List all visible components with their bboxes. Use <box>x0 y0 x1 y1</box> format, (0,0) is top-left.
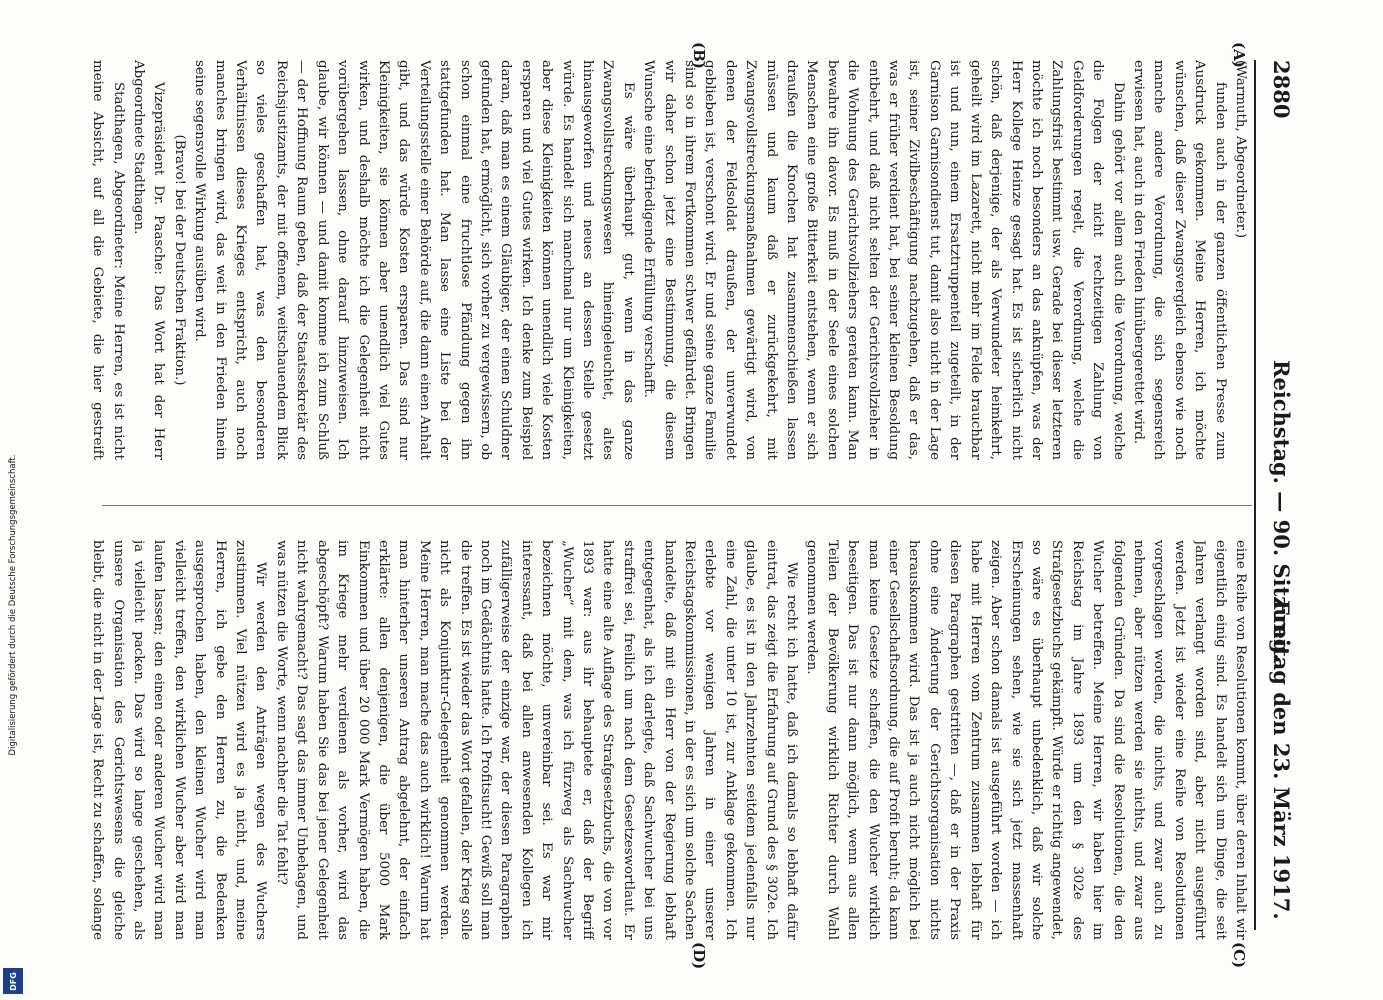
page-title: Reichstag. — 90. Sitzung. <box>1269 360 1294 661</box>
margin-mark-c: (C) <box>1230 942 1248 969</box>
right-paragraph: Wir werden den Anträgen wegen des Wuchers zustimmen. Viel nützen wird es ja nicht, und, meine Herren, ich gebe den Herren zu, die Bedenken ausgesprochen haben, den kleinen Wucher wird man vielleicht treffen, den wirklichen Wucher aber wird man laufen lassen; den einen oder anderen Wucher wird man ja vielleicht packen. Das wird so lange geschehen, als unsere Organisation des Gerichtswesens die gleiche bleibt, die nicht in der Lage ist, Recht zu schaffen, solange <box>90 540 269 940</box>
dfg-logo-text: DFG <box>8 971 18 991</box>
right-paragraph: Wie recht ich hatte, daß ich damals so lebhaft dafür eintrat, das zeigt die Erfahrung auf Grund des § 302e. Ich glaube, es ist in den Jahrzehnten seitdem jedenfalls nur eine Zahl, die unter 10 ist, zur Anklage gekommen. Ich erlebte vor wenigen Jahren in einer unserer Reichstagskommissionen, in der es sich um solche Sachen handelte, daß mit ein Herr von der Regierung lebhaft entgegenhat, als ich darlegte, daß Sachwucher bei uns straffrei sei, freilich um nach dem Gesetzeswortlaut. Er hatte eine alte Auflage des Strafgesetzbuchs, die von vor 1893 war: aus ihr behauptete er, daß der Begriff „Wucher“ mit dem, was ich fürzweg als Sachwucher bezeichnen möchte, unvereinbar sei. Es war mir interessant, daß bei allen anwesenden Kollegen ich zufälligerweise der einzige war, der diesen Paragraphen noch im Gedächtnis hatte. Ich Profitsucht! Gewiß soll man die treffen. Es ist wieder das Wort gefallen, der Krieg solle nicht als Konjunktur-Gelegenheit genommen werden. Meine Herren, man mache das auch wirklich! Warum hat man hinterher unseren Antrag abgelehnt, der einfach erklärte: allen denjenigen, die über 5000 Mark Einkommen und über 20 000 Mark Vermögen haben, die im Kriege mehr verdienen als vorher, wird das abgeschöpft? Warum haben Sie das bei jener Gelegenheit nicht wahrgemacht? Das sagt das immer Unbehagen, und was nützen die Worte, wenn nachher die Tat fehlt? <box>273 540 800 940</box>
right-column <box>90 540 1250 940</box>
applause-note: (Bravo! bei der Deutschen Fraktion.) <box>171 134 187 386</box>
left-paragraph: Dahin gehört vor allem auch die Verordnung, welche die Folgen der nicht rechtzeitigen Zahlung von Geldforderungen regelt, die Verordnung, welche die Zahlungsfrist bestimmt usw. Gerade bei dieser letzteren möchte ich noch besonders an das anknüpfen, was der Herr Kollege Heinze gesagt hat. Es ist sicherlich nicht schön, daß derjenige, der als Verwundeter heimkehrt, geheilt wird im Lazarett, nicht mehr im Felde brauchbar ist und nun, einem Ersatztruppenteil zugeteilt, in der Garnison Garnisondienst tut, damit also nicht in der Lage ist, seiner Zivilbeschäftigung nachzugehen, daß er das, was er früher verdient hat, bei seiner kleinen Besoldung entbehrt, und daß nicht selten der Gerichtsvollzieher in die Wohnung des Gerichtsvollziehers geraten kann. Man bewahre ihn davor. Es muß in der Seele eines solchen Menschen eine große Bitterkeit entstehen, wenn er sich draußen die Knochen hat zusammenschießen lassen müssen und kaum daß er zurückgekehrt, mit Zwangsvollstreckungsmaßnahmen gewärtigt wird, von denen der Feldsoldat draußen, der unverwundet geblieben ist, verschont wird. Er und seine ganze Familie sind so in ihrem Fortkommen schwer gefährdet. Bringen wir daher schon jetzt eine Bestimmung, die diesem Wunsche eine befriedigende Erfüllung verschafft. <box>641 60 1126 460</box>
margin-mark-a: (A) <box>1230 42 1248 68</box>
presidency-line: Vizepräsident Dr. Paasche: Das Wort hat der Herr Abgeordnete Stadthagen. <box>131 60 167 460</box>
speaker-tag: (Warmuth, Abgeordneter.) <box>1233 60 1248 239</box>
column-divider <box>102 505 1252 506</box>
right-paragraph: eine Reihe von Resolutionen kommt, über deren Inhalt wir eigentlich einig sind. Es handelt sich um Dinge, die seit Jahren verlangt worden sind, aber nicht ausgeführt werden. Jetzt ist wieder eine Reihe von Resolutionen vorgeschlagen worden, die nichts, und zwar auch zu nehmen, aber nützen werden sie nichts, und zwar aus folgenden Gründen. Da sind die Resolutionen, die den Wucher betreffen. Meine Herren, wir haben hier im Reichstag im Jahre 1893 um den § 302e des Strafgesetzbuchs gekämpft. Würde er richtig angewendet, so wäre es überhaupt unbedenklich, daß wir solche Erscheinungen sehen, wie sie sich jetzt massenhaft zeigen. Aber schon damals ist ausgeführt worden — ich habe mit Herren vom Zentrum zusammen lebhaft für diesen Paragraphen gestritten —, daß er in der Praxis ohne eine Änderung der Gerichtsorganisation nichts herauskommen wird. Das ist ja auch nicht möglich bei einer Gesellschaftsordnung, die auf Profit beruht; da kann man keine Gesetze schaffen, die den Wucher wirklich beseitigen. Das ist nur dann möglich, wenn aus allen Teilen der Bevölkerung wirklich Richter durch Wahl genommen werden. <box>804 540 1248 940</box>
page-date: Freitag den 23. März 1917. <box>1269 600 1294 920</box>
speaker-line: Stadthagen, Abgeordneter: Meine Herren, es ist nicht meine Absicht, auf all die Gebiete, die hier gestreift <box>90 60 126 460</box>
left-column <box>90 60 1250 460</box>
left-paragraph: funden auch in der ganzen öffentlichen Presse zum Ausdruck gekommen. Meine Herren, ich möchte wünschen, daß dieser Zwangsvergleich ebenso wie noch manche andere Verordnung, die sich segensreich erwiesen hat, auch in den Frieden hinübergerettet wird. <box>1130 60 1228 460</box>
footer-credit-text: Digitalisierung gefördert durch die Deutsche Forschungsgemeinschaft. <box>8 454 18 756</box>
left-paragraph: Es wäre überhaupt gut, wenn in das ganze Zwangsvollstreckungswesen hineingeleuchtet, altes hinausgeworfen und neues an dessen Stelle gesetzt würde. Es handelt sich manchmal nur um Kleinigkeiten, aber diese Kleinigkeiten können unendlich viele Kosten ersparen und viel Gutes wirken. Ich denke zum Beispiel daran, daß man es einem Gläubiger, der einen Schuldner gefunden hat, ermöglicht, sich vorher zu vergewissern, ob schon einmal eine fruchtlose Pfändung gegen ihn stattgefunden hat. Man lasse eine Liste bei der Verteilungsstelle einer Behörde auf, die dann einen Anhalt gibt, und das würde Kosten ersparen. Das sind nur Kleinigkeiten, sie können aber unendlich viel Gutes wirken, und deshalb möchte ich die Gelegenheit nicht vorübergehen lassen, ohne darauf hinzuweisen. Ich glaube, wir können — und damit komme ich zum Schluß — der Hoffnung Raum geben, daß der Staatssekretär des Reichsjustizamts, der mit offenem, weitschauendem Blick so vieles geschaffen hat, was den besonderen Verhältnissen dieses Krieges entspricht, auch noch manches bringen wird, das weit in den Frieden hinein seine segensvolle Wirkung ausüben wird. <box>192 60 636 460</box>
footer-credit-strip <box>0 0 26 1000</box>
rotated-newspaper-sheet <box>78 0 1308 1000</box>
margin-mark-b: (B) <box>690 42 708 69</box>
dfg-logo <box>3 968 23 994</box>
page-header <box>1260 60 1300 930</box>
margin-mark-d: (D) <box>690 942 708 970</box>
header-rule <box>1254 60 1256 930</box>
page-number: 2880 <box>1269 60 1294 119</box>
